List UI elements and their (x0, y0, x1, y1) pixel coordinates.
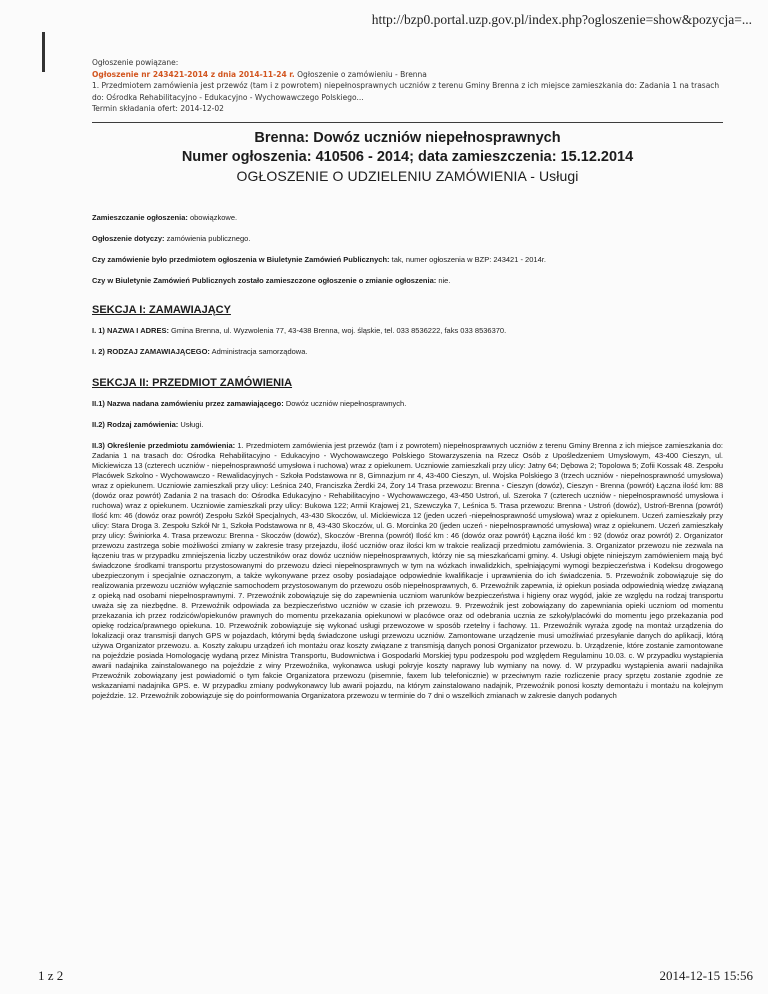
section-1-item: I. 1) NAZWA I ADRES: Gmina Brenna, ul. Wyzwolenia 77, 43-438 Brenna, woj. śląskie, tel. 033 8536222, faks 033 8536370. (92, 325, 507, 335)
scan-mark (42, 32, 45, 72)
related-notice-link[interactable]: Ogłoszenie nr 243421-2014 z dnia 2014-11-24 r. (92, 69, 295, 79)
meta-item: Czy w Biuletynie Zamówień Publicznych zostało zamieszczone ogłoszenie o zmianie ogłoszenia: nie. (92, 275, 451, 285)
related-link-suffix: Ogłoszenie o zamówieniu - Brenna (294, 69, 427, 79)
notice-title: Brenna: Dowóz uczniów niepełnosprawnych (254, 129, 561, 146)
section-1-heading: SEKCJA I: ZAMAWIAJĄCY (92, 303, 231, 316)
print-timestamp: 2014-12-15 15:56 (659, 968, 753, 983)
related-description: 1. Przedmiotem zamówienia jest przewóz (tam i z powrotem) niepełnosprawnych uczniów z terenu Gminy Brenna z ich miejsce zamieszkania do: Zadania 1 na trasach do: Ośrodka Rehabilitacyjno - Edukacyjno - Wychowawczego Polskiego... (92, 81, 720, 102)
section-2-heading: SEKCJA II: PRZEDMIOT ZAMÓWIENIA (92, 376, 293, 389)
section-1 (92, 326, 723, 357)
meta-item: Zamieszczanie ogłoszenia: obowiązkowe. (92, 212, 238, 222)
related-notice (92, 57, 723, 115)
subject-description: II.3) Określenie przedmiotu zamówienia: 1. Przedmiotem zamówienia jest przewóz (tam i z powrotem) niepełnosprawnych uczniów z terenu Gminy Brenna z ich miejsce zamieszkania do: Zadania 1 na trasach do: Ośrodka Rehabilitacyjno - Edukacyjno - Wychowawczego Polskiego Stowarzyszenia na Rzecz Osób z Upośledzeniem Umysłowym, 43-400 Cieszyn, ul. Mickiewicza 13 (czterech uczniów - niepełnosprawność umysłowa i ruchowa) wraz z opiekunem. Uczniowie zamieszkali przy ulicy: Jatny 64; Dębowa 2; Topolowa 5; Zofii Kossak 48. Zespołu Placówek Szkolno - Wychowawczo - Rewalidacyjnych - Szkoła Podstawowa nr 8, Gimnazjum nr 4, 43-400 Cieszyn, ul. Wojska Polskiego 3 (trzech uczniów - niepełnosprawność umysłowa) wraz z opiekunem. Uczniowie zamieszkali przy ulicy: Leśnica 240, Franciszka Żerdki 24, Żory 14 Trasa przewozu: Brenna - Cieszyn (dowóz), Cieszyn - Brenna (powrót) Łączna ilość km: 88 (dowóz oraz powrót) Zadania 2 na trasach do: Ośrodka Edukacyjno - Rehabilitacyjno - Wychowawczego, 43-450 Ustroń, ul. Szeroka 7 (czterech uczniów - niepełnosprawność umysłowa i ruchowa) wraz z opiekunem. Uczniowie zamieszkali przy ulicy: Bukowa 122; Armii Krajowej 21, Szewczyka 7, Leśnica 5. Trasa przewozu: Brenna - Ustroń (dowóz), Ustroń-Brenna (powrót) Ilość km: 46 (dowóz oraz powrót) Zespołu Szkół Specjalnych, 43-430 Skoczów, ul. Mickiewicza 12 (jeden uczeń -niepełnosprawność umysłowa) wraz z opiekunem. Uczeń zamieszkały przy ulicy: Stara Droga 3. Zespołu Szkół Nr 1, Szkoła Podstawowa nr 8, 43-430 Skoczów, ul. G. Morcinka 20 (jeden uczeń - niepełnosprawność umysłowa) wraz z opiekunem. Uczeń zamieszkały przy ulicy: Świniorka 4. Trasa przewozu: Brenna - Skoczów (dowóz), Skoczów -Brenna (powrót) Ilość km : 46 (dowóz oraz powrót) Łączna ilość km : 92 (dowóz oraz powrót) 2. Organizator przewozu zastrzega sobie możliwości zmiany w zakresie trasy przejazdu, ilość uczniów oraz ilości km w trakcie realizacji przedmiotu zamówienia. 3. Organizator przewozu nie zezwala na łączeniu tras w przypadku zmniejszenia liczby uczestników oraz dowóz uczniów niepełnosprawnych, którzy nie są mieszkańcami gminy. 4. Usługi objęte niniejszym zamówieniem mają być świadczone środkami transportu przystosowanymi do przewozu dzieci niepełnosprawnych w tym na wózkach inwalidzkich, spełniającymi wymogi bezpieczeństwa i Kodeksu drogowego ubezpieczonym i specjalnie oznaczonym, a także wykonywane przez osoby posiadające odpowiednie kwalifikacje i uprawnienia do ich świadczenia. 5. Przewoźnik zobowiązuje się do realizowania przewozu uczniów wyłącznie samochodem przystosowanym do przewozu osób niepełnosprawnych, 6. Przewoźnik zapewnia, iż opiekun posiada odpowiednią wiedzę związaną z opieką nad osobami niepełnosprawnymi. 7. Przewoźnik zobowiązuje się do zapewnienia uczniom warunków bezpieczeństwa i higieny oraz wygód, jakie ze względu na rodzaj transportu uważa się za niezbędne. 8. Przewoźnik odpowiada za bezpieczeństwo uczniów w czasie ich przewozu. 9. Przewoźnik jest zobowiązany do zapewniania opieki uczniom od momentu przekazania ich przez rodziców/opiekunów prawnych do momentu przekazania opiekunowi w placówce oraz od odebrania ucznia ze szkoły/placówki do momentu jego przekazania pod opiekę rodzica/prawnego opiekuna. 10. Przewoźnik zobowiązuje się wykonać usługi przewozowe w sposób rzetelny i fachowy. 11. Przewoźnik wyraża zgodę na montaż urządzenia do lokalizacji oraz transmisji danych GPS w pojazdach, którymi będą świadczone usługi przewozu uczniów. Zamontowane urządzenie musi umożliwiać przesyłanie danych do aplikacji, którą używa Organizator przewozu. a. Koszty zakupu urządzeń ich montażu oraz koszty związane z transmisją danych ponosi Organizator przewozu. b. Urządzenie, które zostanie zamontowane na pojeździe posiada Homologację wydaną przez Ministra Transportu, Budownictwa i Gospodarki Morskiej typu podzespołu pod względem Regulaminu 10.03. c. W przypadku wystąpienia awarii nadajnika zainstalowanego na pojeździe z winy Przewoźnika, wykonawca usługi pokryje koszty naprawy lub wymiany na nowy. d. W przypadku wystąpienia awarii nadajnika Przewoźnik zobowiązany jest powiadomić o tym fakcie Organizatora przewozu (pisemnie, faxem lub telefonicznie) w przeciwnym razie rozliczenie pracy sprzętu zostanie zgodnie ze wskazaniami nadajnika GPS. e. W przypadku zmiany podwykonawcy lub awarii pojazdu, na którym zainstalowano nadajnik, Przewoźnik ponosi koszty demontażu i montażu na kolejnym pojeździe. 12. Przewoźnik zobowiązuje się do poinformowania Organizatora przewozu w terminie do 7 dni o wszelkich zmianach w zakresie danych podanych (92, 440, 723, 700)
document-content (92, 57, 723, 712)
meta-item: Ogłoszenie dotyczy: zamówienia publicznego. (92, 233, 251, 243)
notice-type: OGŁOSZENIE O UDZIELENIU ZAMÓWIENIA - Usługi (236, 167, 579, 184)
divider (92, 122, 723, 123)
browser-url: http://bzp0.portal.uzp.gov.pl/index.php?ogloszenie=show&pozycja=... (371, 12, 752, 27)
meta-item: Czy zamówienie było przedmiotem ogłoszenia w Biuletynie Zamówień Publicznych: tak, numer ogłoszenia w BZP: 243421 - 2014r. (92, 254, 546, 264)
page-number: 1 z 2 (38, 968, 64, 983)
related-deadline: Termin składania ofert: 2014-12-02 (92, 104, 224, 113)
section-1-item: I. 2) RODZAJ ZAMAWIAJĄCEGO: Administracja samorządowa. (92, 346, 308, 356)
notice-number: Numer ogłoszenia: 410506 - 2014; data zamieszczenia: 15.12.2014 (181, 148, 634, 165)
section-2-item: II.1) Nazwa nadana zamówieniu przez zamawiającego: Dowóz uczniów niepełnosprawnych. (92, 398, 407, 408)
section-2 (92, 399, 723, 701)
section-2-item: II.2) Rodzaj zamówienia: Usługi. (92, 419, 204, 429)
related-line (92, 69, 723, 81)
notice-meta (92, 213, 723, 286)
related-heading: Ogłoszenie powiązane: (92, 58, 179, 67)
